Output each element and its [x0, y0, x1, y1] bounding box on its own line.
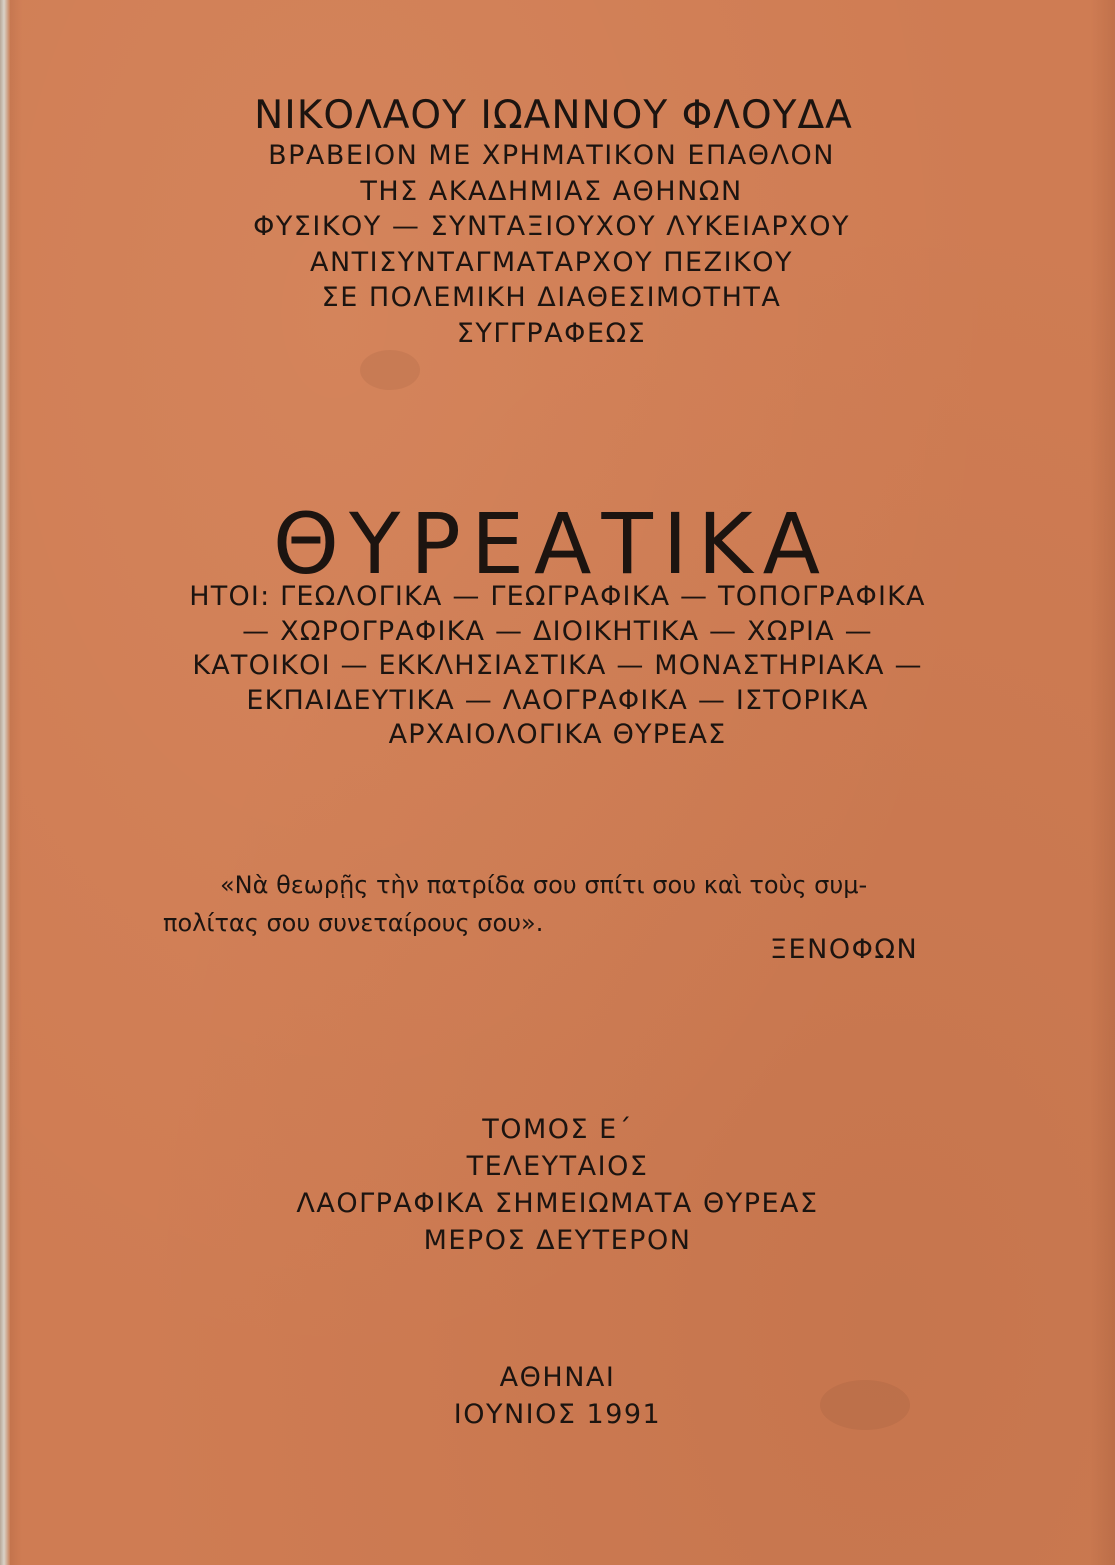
subtitle-line: ΕΚΠΑΙΔΕΥΤΙΚΑ — ΛΑΟΓΡΑΦΙΚΑ — ΙΣΤΟΡΙΚΑ: [246, 684, 869, 716]
volume-line: ΛΑΟΓΡΑΦΙΚΑ ΣΗΜΕΙΩΜΑΤΑ ΘΥΡΕΑΣ: [296, 1188, 819, 1219]
subtitle-line: — ΧΩΡΟΓΡΑΦΙΚΑ — ΔΙΟΙΚΗΤΙΚΑ — ΧΩΡΙΑ —: [242, 615, 873, 647]
credential-line: ΑΝΤΙΣΥΝΤΑΓΜΑΤΑΡΧΟΥ ΠΕΖΙΚΟΥ: [310, 246, 793, 278]
imprint-date: ΙΟΥΝΙΟΣ 1991: [453, 1399, 662, 1430]
epigraph-line: πολίτας σου συνεταίρους σου».: [163, 909, 544, 937]
author-credentials: [0, 138, 1109, 351]
credential-line: ΦΥΣΙΚΟΥ — ΣΥΝΤΑΞΙΟΥΧΟΥ ΛΥΚΕΙΑΡΧΟΥ: [253, 211, 850, 242]
credential-line: ΤΗΣ ΑΚΑΔΗΜΙΑΣ ΑΘΗΝΩΝ: [360, 175, 743, 207]
epigraph: [163, 866, 953, 942]
imprint-place: ΑΘΗΝΑΙ: [499, 1362, 616, 1393]
volume-line: ΤΕΛΕΥΤΑΙΟΣ: [466, 1151, 649, 1182]
imprint: [0, 1359, 1115, 1433]
epigraph-line: «Νὰ θεωρῇς τὴν πατρίδα σου σπίτι σου καὶ τοὺς συμ-: [220, 871, 868, 899]
volume-info: [0, 1111, 1115, 1259]
credential-line: ΣΕ ΠΟΛΕΜΙΚΗ ΔΙΑΘΕΣΙΜΟΤΗΤΑ: [321, 282, 782, 313]
volume-line: ΜΕΡΟΣ ΔΕΥΤΕΡΟΝ: [423, 1225, 692, 1256]
subtitle-line: ΗΤΟΙ: ΓΕΩΛΟΓΙΚΑ — ΓΕΩΓΡΑΦΙΚΑ — ΤΟΠΟΓΡΑΦΙΚΑ: [189, 581, 926, 612]
epigraph-attribution: ΞΕΝΟΦΩΝ: [770, 934, 919, 965]
book-title: ΘΥΡΕΑΤΙΚΑ: [272, 495, 831, 593]
book-subtitle: [0, 580, 1115, 753]
subtitle-line: ΑΡΧΑΙΟΛΟΓΙΚΑ ΘΥΡΕΑΣ: [388, 719, 727, 750]
subtitle-line: ΚΑΤΟΙΚΟΙ — ΕΚΚΛΗΣΙΑΣΤΙΚΑ — ΜΟΝΑΣΤΗΡΙΑΚΑ —: [192, 650, 923, 681]
credential-line: ΒΡΑΒΕΙΟΝ ΜΕ ΧΡΗΜΑΤΙΚΟΝ ΕΠΑΘΛΟΝ: [268, 140, 835, 171]
author-name: ΝΙΚΟΛΑΟΥ ΙΩΑΝΝΟΥ ΦΛΟΥΔΑ: [254, 93, 853, 138]
paper-stain: [360, 350, 420, 390]
credential-line: ΣΥΓΓΡΑΦΕΩΣ: [456, 317, 647, 349]
volume-line: ΤΟΜΟΣ Ε΄: [482, 1114, 633, 1145]
